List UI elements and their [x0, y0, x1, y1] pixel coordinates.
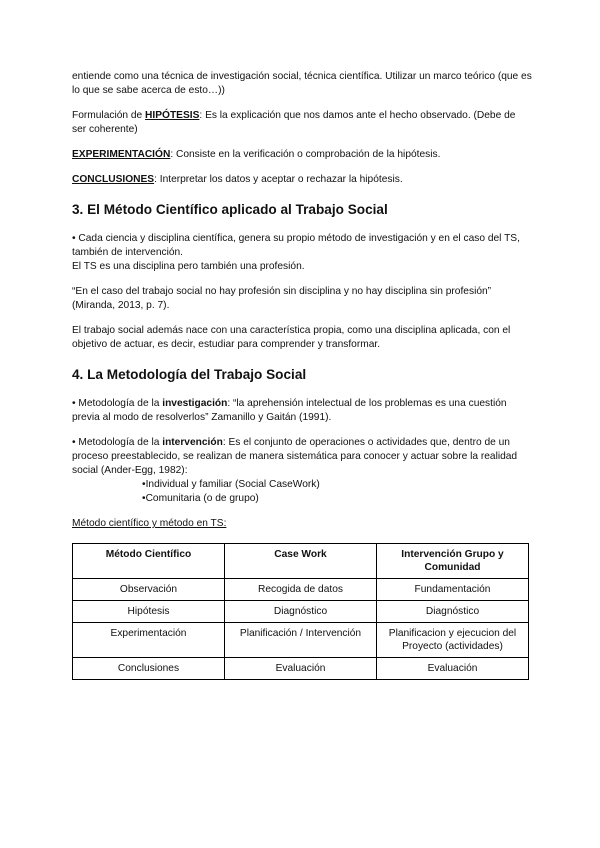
table-cell: Planificación / Intervención — [225, 623, 377, 658]
conclusiones-term: CONCLUSIONES — [72, 174, 155, 185]
section-3-p1: • Cada ciencia y disciplina científica, genera su propio método de investigación y en el caso del TS, también de intervención. — [72, 233, 520, 258]
table-header-row — [73, 544, 529, 579]
intervencion-term: intervención — [162, 437, 223, 448]
table-cell: Fundamentación — [377, 579, 529, 601]
hipotesis-prefix: Formulación de — [72, 110, 146, 121]
section-4-heading: 4. La Metodología del Trabajo Social — [72, 367, 307, 382]
conclusiones-paragraph — [72, 173, 532, 187]
page-content — [72, 70, 532, 680]
table-cell: Experimentación — [73, 623, 225, 658]
table-row — [73, 579, 529, 601]
table-cell: Diagnóstico — [377, 601, 529, 623]
experimentacion-text: : Consiste en la verificación o comprobación de la hipótesis. — [170, 149, 441, 160]
table-cell: Recogida de datos — [225, 579, 377, 601]
table-cell: Evaluación — [377, 658, 529, 680]
table-header-cell: Método Científico — [73, 544, 225, 579]
list-item-individual: •Individual y familiar (Social CaseWork) — [142, 479, 320, 490]
list-item-comunitaria: •Comunitaria (o de grupo) — [142, 493, 259, 504]
table-caption: Método científico y método en TS: — [72, 518, 227, 529]
hipotesis-term: HIPÓTESIS — [145, 110, 200, 121]
table-cell: Hipótesis — [73, 601, 225, 623]
table-row — [73, 658, 529, 680]
table-cell: Planificacion y ejecucion del Proyecto (actividades) — [377, 623, 529, 658]
methods-table — [72, 543, 529, 680]
table-cell: Conclusiones — [73, 658, 225, 680]
investigacion-text: : “la aprehensión intelectual de los problemas es una cuestión previa al modo de resolverlos” Zamanillo y Gaitán (1991). — [72, 398, 507, 423]
intervencion-text: : Es el conjunto de operaciones o actividades que, dentro de un proceso preestablecido, se realizan de manera sistemática para conocer y actuar sobre la realidad social (Ander-Egg, 1982): — [72, 437, 518, 476]
investigacion-paragraph — [72, 397, 532, 425]
section-3-p3: El trabajo social además nace con una característica propia, como una disciplina aplicada, con el objetivo de actuar, es decir, estudiar para comprender y transformar. — [72, 325, 511, 350]
table-row — [73, 623, 529, 658]
experimentacion-paragraph — [72, 148, 532, 162]
hipotesis-text: : Es la explicación que nos damos ante el hecho observado. (Debe de ser coherente) — [72, 110, 516, 135]
table-cell: Diagnóstico — [225, 601, 377, 623]
table-cell: Observación — [73, 579, 225, 601]
investigacion-prefix: • Metodología de la — [72, 398, 163, 409]
section-3-heading: 3. El Método Científico aplicado al Trabajo Social — [72, 202, 388, 217]
table-header-cell: Intervención Grupo y Comunidad — [377, 544, 529, 579]
experimentacion-term: EXPERIMENTACIÓN — [72, 149, 171, 160]
section-3-p2: El TS es una disciplina pero también una profesión. — [72, 261, 305, 272]
intervencion-prefix: • Metodología de la — [72, 437, 163, 448]
intro-paragraph: entiende como una técnica de investigación social, técnica científica. Utilizar un marco teórico (que es lo que se sabe acerca de esto…)) — [72, 71, 532, 96]
investigacion-term: investigación — [162, 398, 228, 409]
section-3-quote: “En el caso del trabajo social no hay profesión sin disciplina y no hay disciplina sin profesión” (Miranda, 2013, p. 7). — [72, 286, 492, 311]
conclusiones-text: : Interpretar los datos y aceptar o rechazar la hipótesis. — [154, 174, 403, 185]
intervencion-paragraph — [72, 436, 532, 478]
table-row — [73, 601, 529, 623]
table-cell: Evaluación — [225, 658, 377, 680]
hipotesis-paragraph — [72, 109, 532, 137]
table-header-cell: Case Work — [225, 544, 377, 579]
